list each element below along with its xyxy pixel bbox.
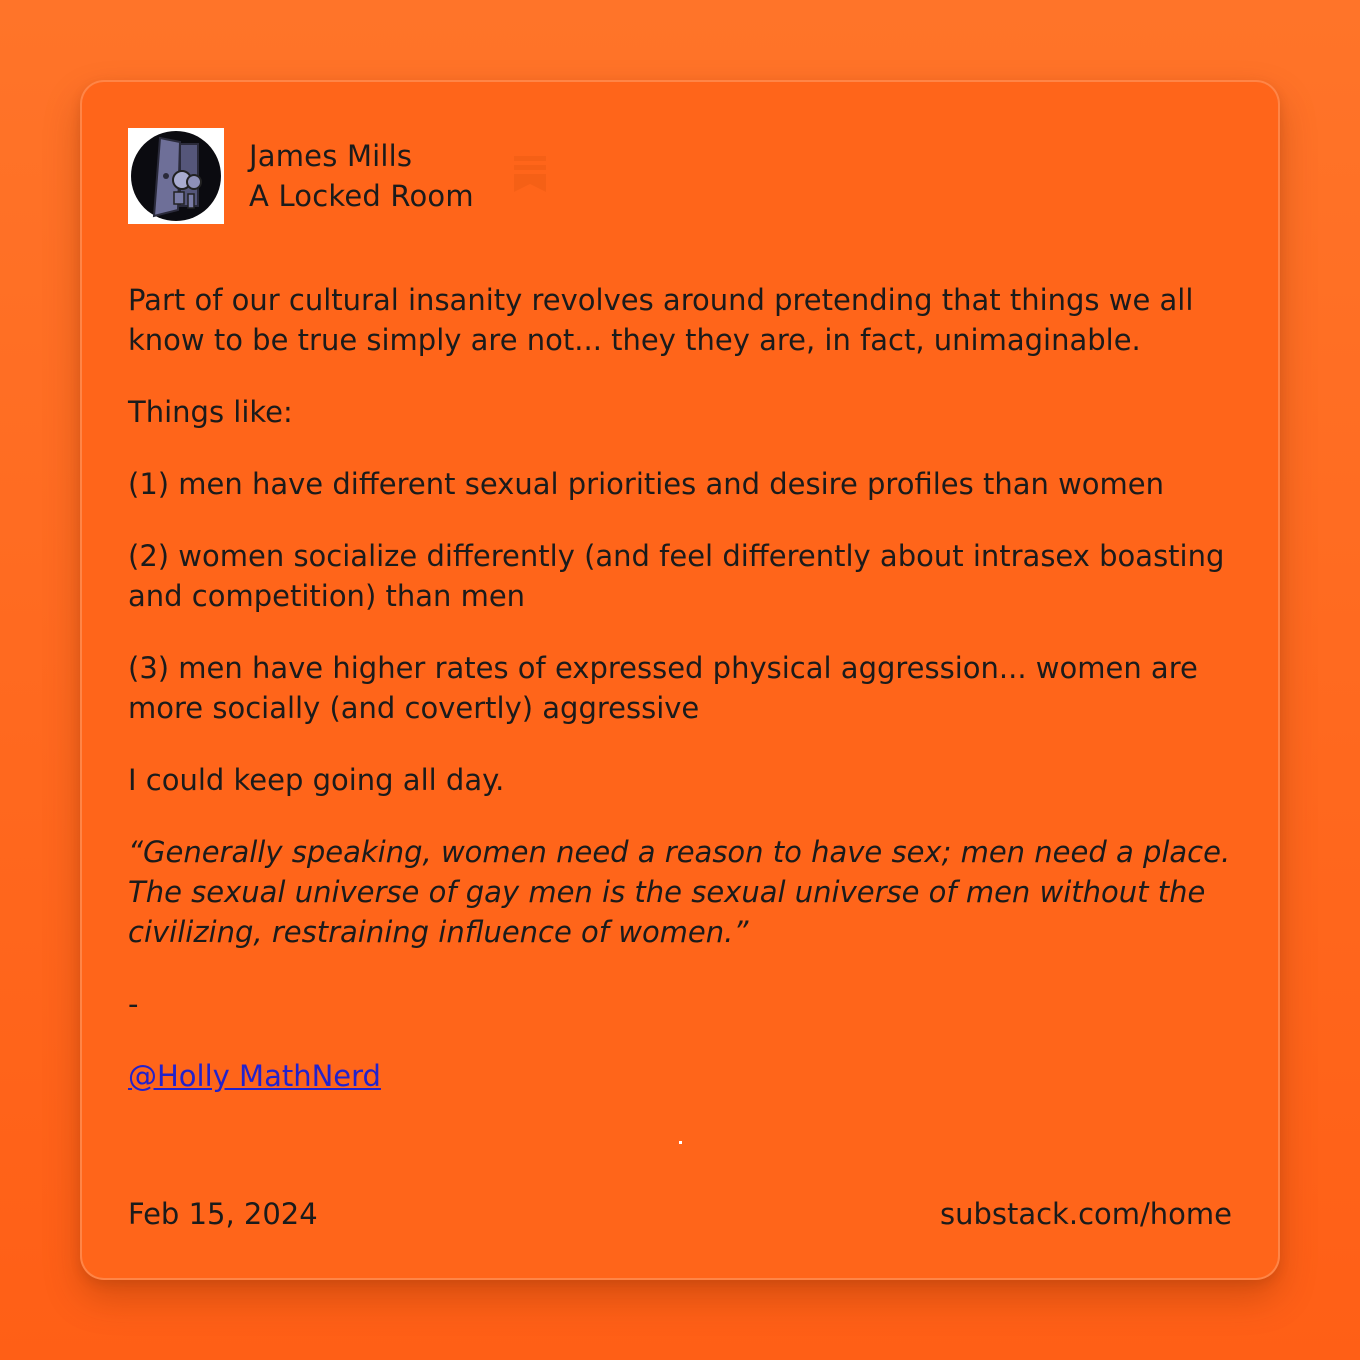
post-body <box>128 280 1238 1128</box>
mention-paragraph <box>128 1056 1238 1096</box>
paragraph: Part of our cultural insanity revolves around pretending that things we all know to be true simply are not... they they are, in fact, unimaginable. <box>128 283 1194 357</box>
paragraph: (3) men have higher rates of expressed physical aggression... women are more socially (and covertly) aggressive <box>128 651 1198 725</box>
paragraph: I could keep going all day. <box>128 763 505 797</box>
door-lock-icon <box>130 130 222 222</box>
substack-logo-icon <box>512 154 548 194</box>
paragraph: (1) men have different sexual priorities and desire profiles than women <box>128 467 1164 501</box>
author-name[interactable]: James Mills <box>249 139 413 173</box>
post-header <box>128 128 474 224</box>
separator: - <box>128 987 139 1021</box>
publication-name[interactable]: A Locked Room <box>249 179 474 213</box>
quote-paragraph: “Generally speaking, women need a reason to have sex; men need a place. The sexual universe of gay men is the sexual universe of men without the civilizing, restraining influence of women.” <box>128 835 1231 949</box>
post-date: Feb 15, 2024 <box>128 1197 318 1231</box>
paragraph: Things like: <box>128 395 293 429</box>
avatar[interactable] <box>128 128 224 224</box>
author-block <box>249 136 474 216</box>
paragraph: (2) women socialize differently (and feel differently about intrasex boasting and competition) than men <box>128 539 1225 613</box>
post-card <box>80 80 1280 1280</box>
post-footer <box>128 1194 1232 1234</box>
source-link[interactable]: substack.com/home <box>939 1197 1232 1231</box>
divider-dot <box>679 1141 682 1144</box>
mention-link[interactable]: @Holly MathNerd <box>128 1059 381 1093</box>
